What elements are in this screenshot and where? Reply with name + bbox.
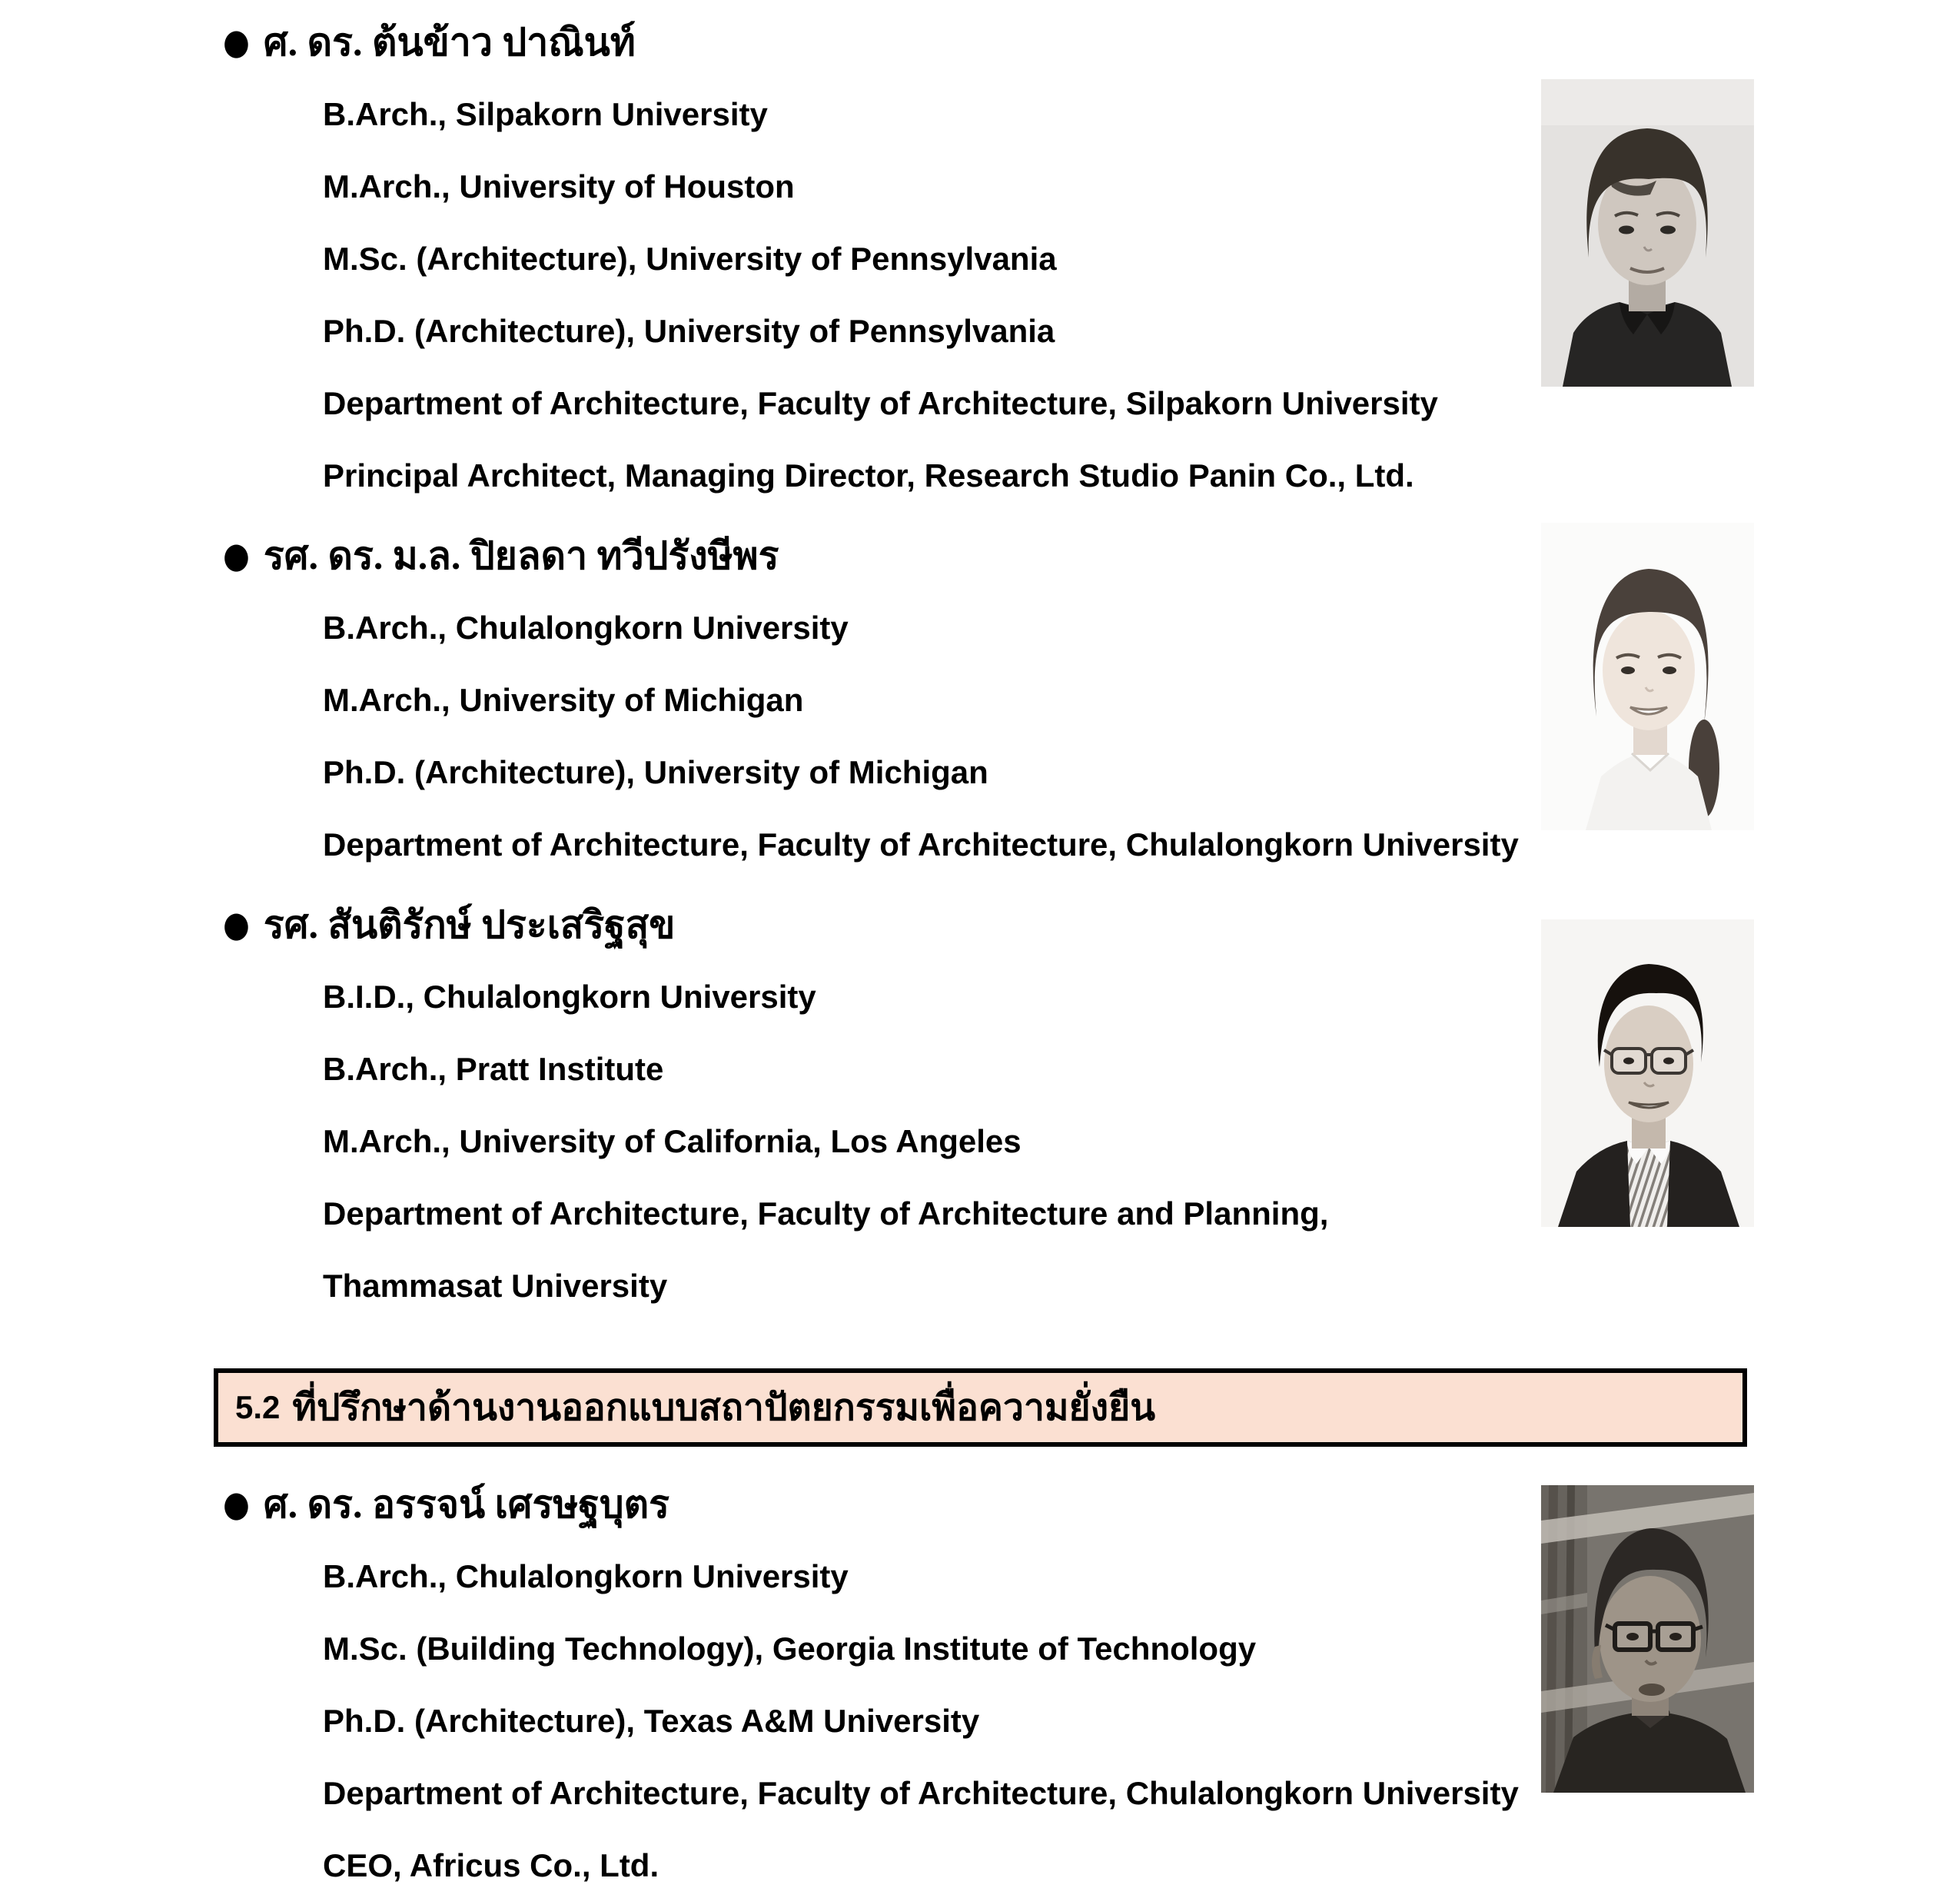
advisor-photo xyxy=(1541,523,1754,830)
credential-line: Ph.D. (Architecture), University of Pennsylvania xyxy=(323,313,1055,349)
credential-line: Department of Architecture, Faculty of Architecture, Chulalongkorn University xyxy=(323,826,1519,863)
bullet-icon: ● xyxy=(223,22,250,63)
credential-line: B.Arch., Pratt Institute xyxy=(323,1051,664,1087)
section-title: ที่ปรึกษาด้านงานออกแบบสถาปัตยกรรมเพื่อความยั่งยืน xyxy=(292,1388,1156,1428)
credential-line: Principal Architect, Managing Director, Research Studio Panin Co., Ltd. xyxy=(323,457,1414,494)
credential-line: Thammasat University xyxy=(323,1268,668,1304)
credential-line: M.Arch., University of Houston xyxy=(323,168,795,204)
credential-line: Department of Architecture, Faculty of Architecture, Silpakorn University xyxy=(323,385,1438,421)
credential-line: B.Arch., Chulalongkorn University xyxy=(323,610,849,646)
credential-line: B.Arch., Chulalongkorn University xyxy=(323,1558,849,1594)
portrait-man-glasses-bookshelf-image xyxy=(1541,1485,1754,1793)
credential-line: Department of Architecture, Faculty of Architecture, Chulalongkorn University xyxy=(323,1775,1519,1811)
credential-line: Ph.D. (Architecture), Texas A&M University xyxy=(323,1703,980,1739)
credential-line: M.Arch., University of Michigan xyxy=(323,682,804,718)
advisor-photo xyxy=(1541,919,1754,1227)
bullet-icon: ● xyxy=(223,535,250,577)
bullet-icon: ● xyxy=(223,1484,250,1525)
portrait-woman-pulled-back-hair-image xyxy=(1541,523,1754,830)
credential-line: M.Sc. (Building Technology), Georgia Institute of Technology xyxy=(323,1630,1257,1667)
advisor-name: รศ. ดร. ม.ล. ปิยลดา ทวีปรังษีพร xyxy=(263,534,779,577)
advisor-name-line xyxy=(223,6,1541,78)
advisor-entry xyxy=(0,520,1960,881)
credential-line: M.Sc. (Architecture), University of Pennsylvania xyxy=(323,241,1057,277)
credential-line: M.Arch., University of California, Los Angeles xyxy=(323,1123,1022,1159)
credential-line: B.Arch., Silpakorn University xyxy=(323,96,768,132)
advisor-entry xyxy=(0,889,1960,1322)
advisor-name-line xyxy=(223,1468,1541,1541)
advisor-photo xyxy=(1541,79,1754,387)
advisor-text-block xyxy=(223,1468,1541,1898)
portrait-man-glasses-blazer-image xyxy=(1541,919,1754,1227)
advisor-text-block xyxy=(223,889,1541,1322)
advisor-photo xyxy=(1541,1485,1754,1793)
advisor-name: ศ. ดร. อรรจน์ เศรษฐบุตร xyxy=(263,1482,669,1526)
advisor-name: ศ. ดร. ต้นข้าว ปาณินท์ xyxy=(263,20,636,64)
credential-line: B.I.D., Chulalongkorn University xyxy=(323,979,816,1015)
credential-line: Ph.D. (Architecture), University of Michigan xyxy=(323,754,988,790)
advisor-name-line xyxy=(223,520,1541,592)
advisor-entry xyxy=(0,6,1960,512)
advisor-text-block xyxy=(223,520,1541,881)
advisor-name-line xyxy=(223,889,1541,961)
advisor-entry xyxy=(0,1468,1960,1898)
advisor-name: รศ. สันติรักษ์ ประเสริฐสุข xyxy=(263,902,676,946)
advisor-text-block xyxy=(223,6,1541,512)
section-header xyxy=(214,1368,1747,1447)
bullet-icon: ● xyxy=(223,904,250,946)
credential-line: Department of Architecture, Faculty of Architecture and Planning, xyxy=(323,1195,1329,1232)
portrait-woman-short-hair-image xyxy=(1541,79,1754,387)
section-number: 5.2 xyxy=(235,1389,281,1425)
credential-line: CEO, Africus Co., Ltd. xyxy=(323,1847,659,1883)
